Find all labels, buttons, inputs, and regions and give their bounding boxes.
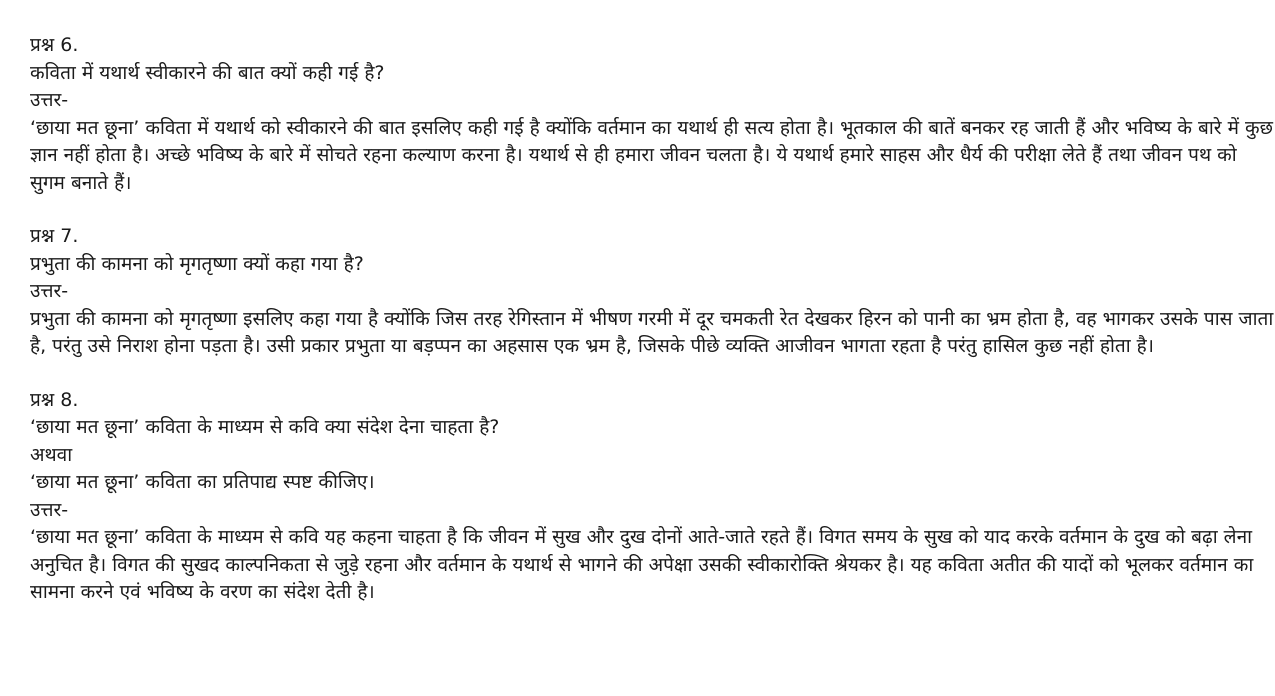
answer-text: ‘छाया मत छूना’ कविता के माध्यम से कवि यह कहना चाहता है कि जीवन में सुख और दुख दोनों आते-जाते रहते हैं। विगत समय के सुख को याद करके वर्तमान के दुख को बढ़ा लेना अनुचित है। विगत की सुखद काल्पनिकता से जुड़े रहना और वर्तमान के यथार्थ से भागने की अपेक्षा उसकी स्वीकारोक्ति श्रेयकर है। यह कविता अतीत की यादों को भूलकर वर्तमान का सामना करने एवं भविष्य के वरण का संदेश देती है। xyxy=(30,526,1254,603)
question-text: ‘छाया मत छूना’ कविता के माध्यम से कवि क्या संदेश देना चाहता है? xyxy=(30,416,500,438)
question-number: प्रश्न 6. xyxy=(30,34,79,56)
answer-text: प्रभुता की कामना को मृगतृष्णा इसलिए कहा गया है क्योंकि जिस तरह रेगिस्तान में भीषण गरमी में दूर चमकती रेत देखकर हिरन को पानी का भ्रम होता है, वह भागकर उसके पास जाता है, परंतु उसे निराश होना पड़ता है। उसी प्रकार प्रभुता या बड़प्पन का अहसास एक भ्रम है, जिसके पीछे व्यक्ति आजीवन भागता रहता है परंतु हासिल कुछ नहीं होता है। xyxy=(30,307,1274,357)
question-block-7 xyxy=(30,223,1275,361)
answer-label: उत्तर- xyxy=(30,89,69,111)
alternate-question-text: ‘छाया मत छूना’ कविता का प्रतिपाद्य स्पष्ट कीजिए। xyxy=(30,471,375,493)
question-text: कविता में यथार्थ स्वीकारने की बात क्यों कही गई है? xyxy=(30,61,385,84)
answer-text: ‘छाया मत छूना’ कविता में यथार्थ को स्वीकारने की बात इसलिए कही गई है क्योंकि वर्तमान का यथार्थ ही सत्य होता है। भूतकाल की बातें बनकर रह जाती हैं और भविष्य के बारे में कुछ ज्ञान नहीं होता है। अच्छे भविष्य के बारे में सोचते रहना कल्याण करना है। यथार्थ से ही हमारा जीवन चलता है। ये यथार्थ हमारे साहस और धैर्य की परीक्षा लेते हैं तथा जीवन पथ को सुगम बनाते हैं। xyxy=(30,116,1273,194)
question-number: प्रश्न 8. xyxy=(30,388,79,411)
answer-label: उत्तर- xyxy=(30,280,69,302)
question-block-8 xyxy=(30,387,1275,607)
answer-label: उत्तर- xyxy=(30,498,69,521)
document-page xyxy=(30,32,1275,607)
alternate-label: अथवा xyxy=(30,443,73,466)
question-block-6 xyxy=(30,32,1275,197)
question-number: प्रश्न 7. xyxy=(30,225,79,247)
question-text: प्रभुता की कामना को मृगतृष्णा क्यों कहा गया है? xyxy=(30,252,364,275)
